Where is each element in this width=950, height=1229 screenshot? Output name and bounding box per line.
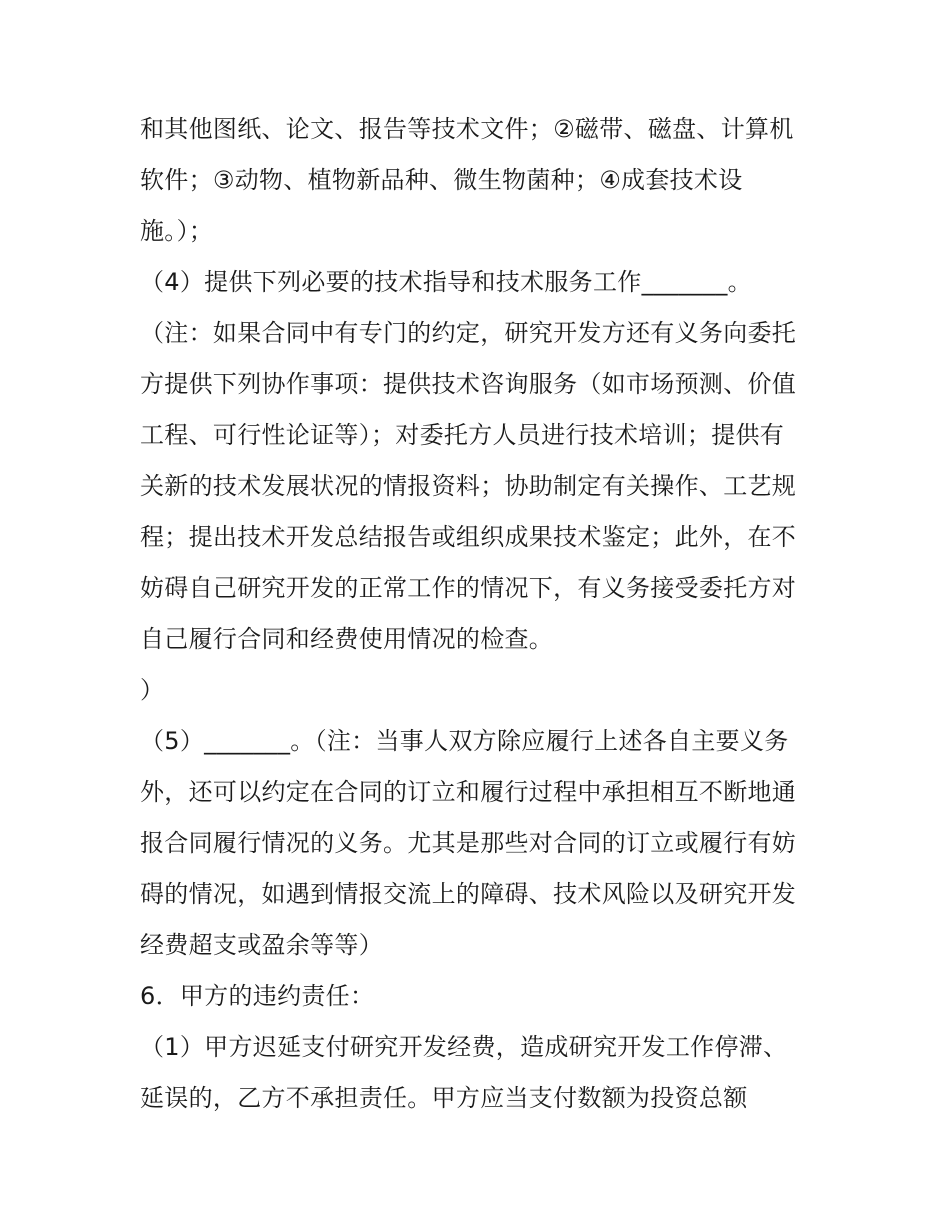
text-line: 延误的，乙方不承担责任。甲方应当支付数额为投资总额: [140, 1084, 748, 1112]
text-line: 外，还可以约定在合同的订立和履行过程中承担相互不断地通: [140, 778, 797, 806]
text-line: 报合同履行情况的义务。尤其是那些对合同的订立或履行有妨: [140, 829, 797, 857]
text-line: 方提供下列协作事项：提供技术咨询服务（如市场预测、价值: [140, 370, 797, 398]
text-line: （5）_______。（注：当事人双方除应履行上述各自主要义务: [140, 727, 789, 755]
text-line: 工程、可行性论证等）；对委托方人员进行技术培训；提供有: [140, 421, 785, 449]
text-line: 软件；③动物、植物新品种、微生物菌种；④成套技术设: [140, 166, 743, 194]
text-line: 经费超支或盈余等等）: [140, 931, 383, 959]
text-line: 妨碍自己研究开发的正常工作的情况下，有义务接受委托方对: [140, 574, 797, 602]
text-line: ）: [140, 676, 165, 704]
text-line: 程；提出技术开发总结报告或组织成果技术鉴定；此外，在不: [140, 523, 797, 551]
text-line: 自己履行合同和经费使用情况的检查。: [140, 625, 554, 653]
text-line: 施。）；: [140, 217, 214, 245]
text-line: 碍的情况，如遇到情报交流上的障碍、技术风险以及研究开发: [140, 880, 797, 908]
text-line: （1）甲方迟延支付研究开发经费，造成研究开发工作停滞、: [140, 1033, 788, 1061]
text-line: （4）提供下列必要的技术指导和技术服务工作_______。: [140, 268, 752, 296]
text-line: 和其他图纸、论文、报告等技术文件；②磁带、磁盘、计算机: [140, 115, 794, 143]
text-line: 关新的技术发展状况的情报资料；协助制定有关操作、工艺规: [140, 472, 797, 500]
text-line: （注：如果合同中有专门的约定，研究开发方还有义务向委托: [140, 319, 797, 347]
text-line: 6．甲方的违约责任：: [140, 982, 375, 1010]
